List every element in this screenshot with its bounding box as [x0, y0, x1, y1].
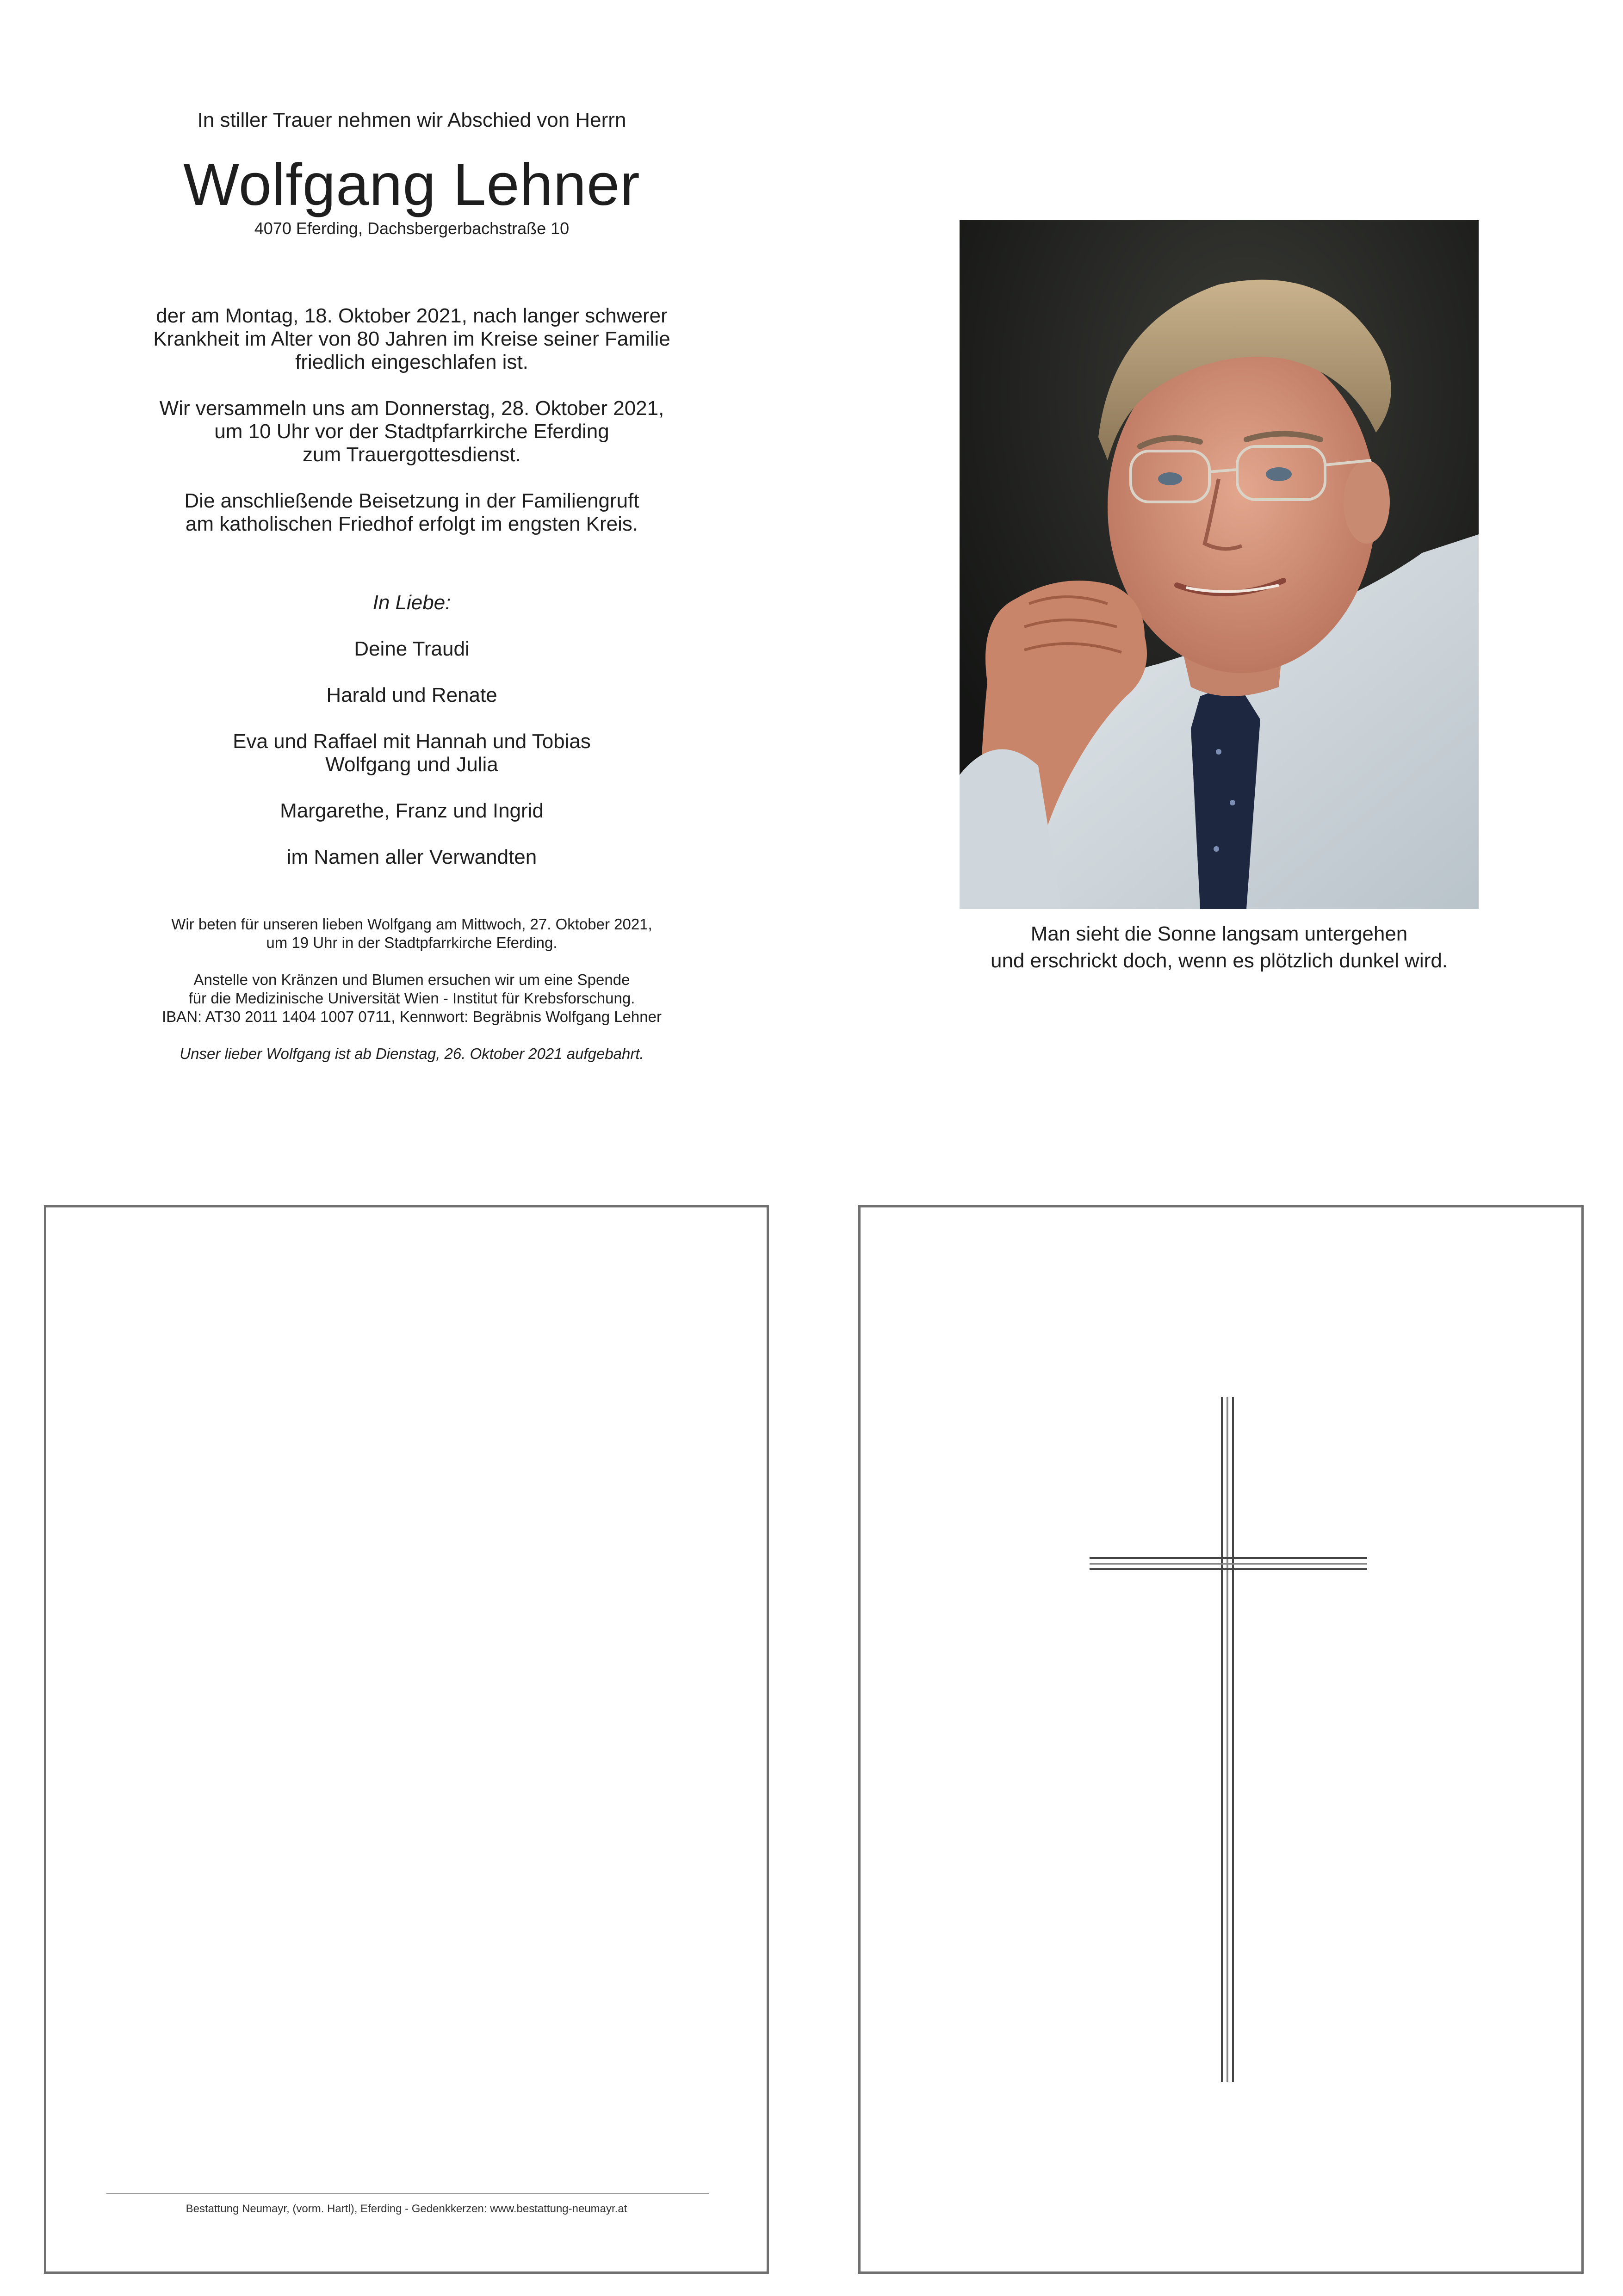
obituary-notice: [111, 106, 712, 1063]
mourner-entry: [111, 846, 712, 869]
service-line: zum Trauergottesdienst.: [302, 443, 521, 466]
cross-icon: [1090, 1397, 1367, 2091]
mourner-name: Deine Traudi: [354, 637, 470, 660]
quote-line: Man sieht die Sonne langsam untergehen: [1030, 922, 1408, 945]
portrait-illustration: [960, 220, 1479, 909]
prayer-line: um 19 Uhr in der Stadtpfarrkirche Eferding.: [266, 934, 558, 951]
mourner-entry: [111, 730, 712, 776]
in-liebe-heading: In Liebe:: [372, 591, 451, 614]
deceased-address: 4070 Eferding, Dachsbergerbachstraße 10: [254, 219, 570, 238]
prayer-line: Wir beten für unseren lieben Wolfgang am Mittwoch, 27. Oktober 2021,: [171, 916, 652, 933]
mourner-name: im Namen aller Verwandten: [286, 846, 537, 868]
donation-line: IBAN: AT30 2011 1404 1007 0711, Kennwort: Begräbnis Wolfgang Lehner: [162, 1008, 662, 1025]
donation-note: [111, 971, 712, 1026]
prayer-note: [111, 915, 712, 952]
donation-line: für die Medizinische Universität Wien - Institut für Krebsforschung.: [188, 990, 635, 1007]
mourner-name: Wolfgang und Julia: [325, 753, 498, 776]
mourner-entry: [111, 799, 712, 823]
mourner-name: Margarethe, Franz und Ingrid: [280, 799, 544, 822]
back-panel: [44, 1205, 769, 2274]
mourner-name: Eva und Raffael mit Hannah und Tobias: [233, 730, 591, 753]
burial-line: Die anschließende Beisetzung in der Familiengruft: [184, 489, 639, 512]
footer-divider: [106, 2193, 709, 2194]
mourner-name: Harald und Renate: [326, 684, 497, 706]
burial-paragraph: [111, 489, 712, 536]
front-panel: [858, 1205, 1584, 2274]
mourner-entry: [111, 684, 712, 707]
service-line: um 10 Uhr vor der Stadtpfarrkirche Eferding: [214, 420, 609, 443]
death-line: Krankheit im Alter von 80 Jahren im Kreise seiner Familie: [153, 328, 670, 350]
intro-text: In stiller Trauer nehmen wir Abschied von Herrn: [197, 109, 626, 131]
mourner-entry: [111, 637, 712, 661]
quote-line: und erschrickt doch, wenn es plötzlich dunkel wird.: [990, 949, 1448, 972]
memorial-quote: [879, 921, 1559, 974]
donation-line: Anstelle von Kränzen und Blumen ersuchen wir um eine Spende: [193, 971, 630, 988]
service-paragraph: [111, 397, 712, 466]
funeral-home-credit: Bestattung Neumayr, (vorm. Hartl), Eferding - Gedenkkerzen: www.bestattung-neumayr.at: [186, 2203, 627, 2215]
portrait-photo: [960, 220, 1479, 909]
viewing-note: Unser lieber Wolfgang ist ab Dienstag, 26. Oktober 2021 aufgebahrt.: [180, 1045, 644, 1062]
deceased-name: Wolfgang Lehner: [183, 152, 640, 218]
service-line: Wir versammeln uns am Donnerstag, 28. Oktober 2021,: [159, 397, 664, 420]
death-line: der am Montag, 18. Oktober 2021, nach langer schwerer: [156, 304, 668, 327]
death-paragraph: [111, 304, 712, 374]
burial-line: am katholischen Friedhof erfolgt im engsten Kreis.: [185, 513, 638, 535]
death-line: friedlich eingeschlafen ist.: [295, 351, 528, 373]
